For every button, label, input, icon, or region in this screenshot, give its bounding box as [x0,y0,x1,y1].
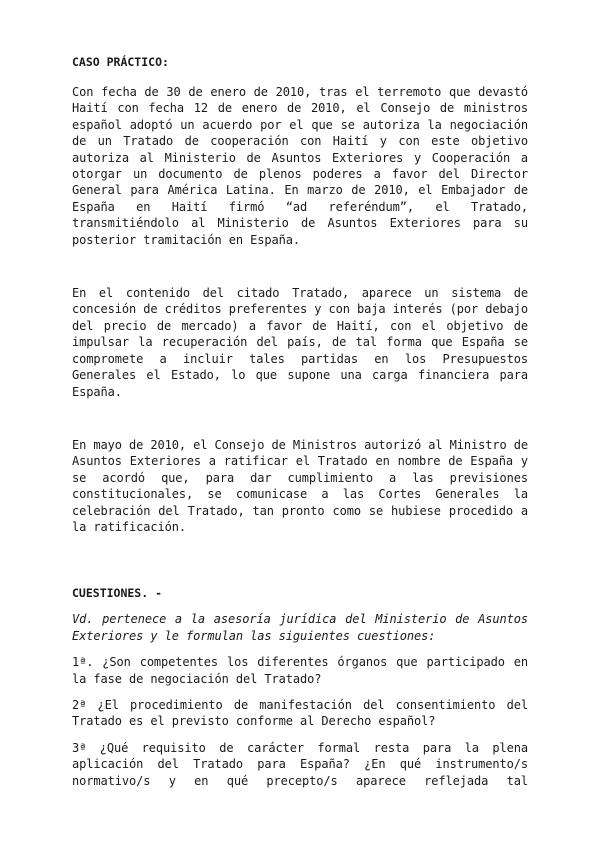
question-1: 1ª. ¿Son competentes los diferentes órganos que participado en la fase de negociación del Tratado? [72,655,528,686]
questions-intro: Vd. pertenece a la asesoría jurídica del Ministerio de Asuntos Exteriores y le formulan las siguientes cuestiones: [72,612,528,643]
question-2: 2ª ¿El procedimiento de manifestación del consentimiento del Tratado es el previsto conforme al Derecho español? [72,697,528,729]
case-paragraph-1: Con fecha de 30 de enero de 2010, tras el terremoto que devastó Haití con fecha 12 de enero de 2010, el Consejo de ministros español adoptó un acuerdo por el que se autoriza la negociación de un Tratado de cooperación con Haití y con este objetivo autoriza al Ministerio de Asuntos Exteriores y Cooperación a otorgar un documento de plenos poderes a favor del Director General para América Latina. En marzo de 2010, el Embajador de España en Haití firmó “ad referéndum”, el Tratado, transmitiéndolo al Ministerio de Asuntos Exteriores para su posterior tramitación en España. [72,85,528,247]
case-heading: CASO PRÁCTICO: [72,55,169,69]
case-paragraph-3: En mayo de 2010, el Consejo de Ministros autorizó al Ministro de Asuntos Exteriores a ratificar el Tratado en nombre de España y se acordó que, para dar cumplimiento a las previsiones constitucionales, se comunicase a las Cortes Generales la celebración del Tratado, tan pronto como se hubiese procedido a la ratificación. [72,437,528,534]
question-3: 3ª ¿Qué requisito de carácter formal resta para la plena aplicación del Tratado para España? ¿En qué instrumento/s normativo/s y en qué precepto/s aparece reflejada tal [72,740,528,788]
document-body [72,54,528,789]
case-paragraph-2: En el contenido del citado Tratado, aparece un sistema de concesión de créditos preferentes y con baja interés (por debajo del precio de mercado) a favor de Haití, con el objetivo de impulsar la recuperación del país, de tal forma que España se compromete a incluir tales partidas en los Presupuestos Generales el Estado, lo que supone una carga financiera para España. [72,286,528,399]
questions-heading: CUESTIONES. - [72,586,163,601]
